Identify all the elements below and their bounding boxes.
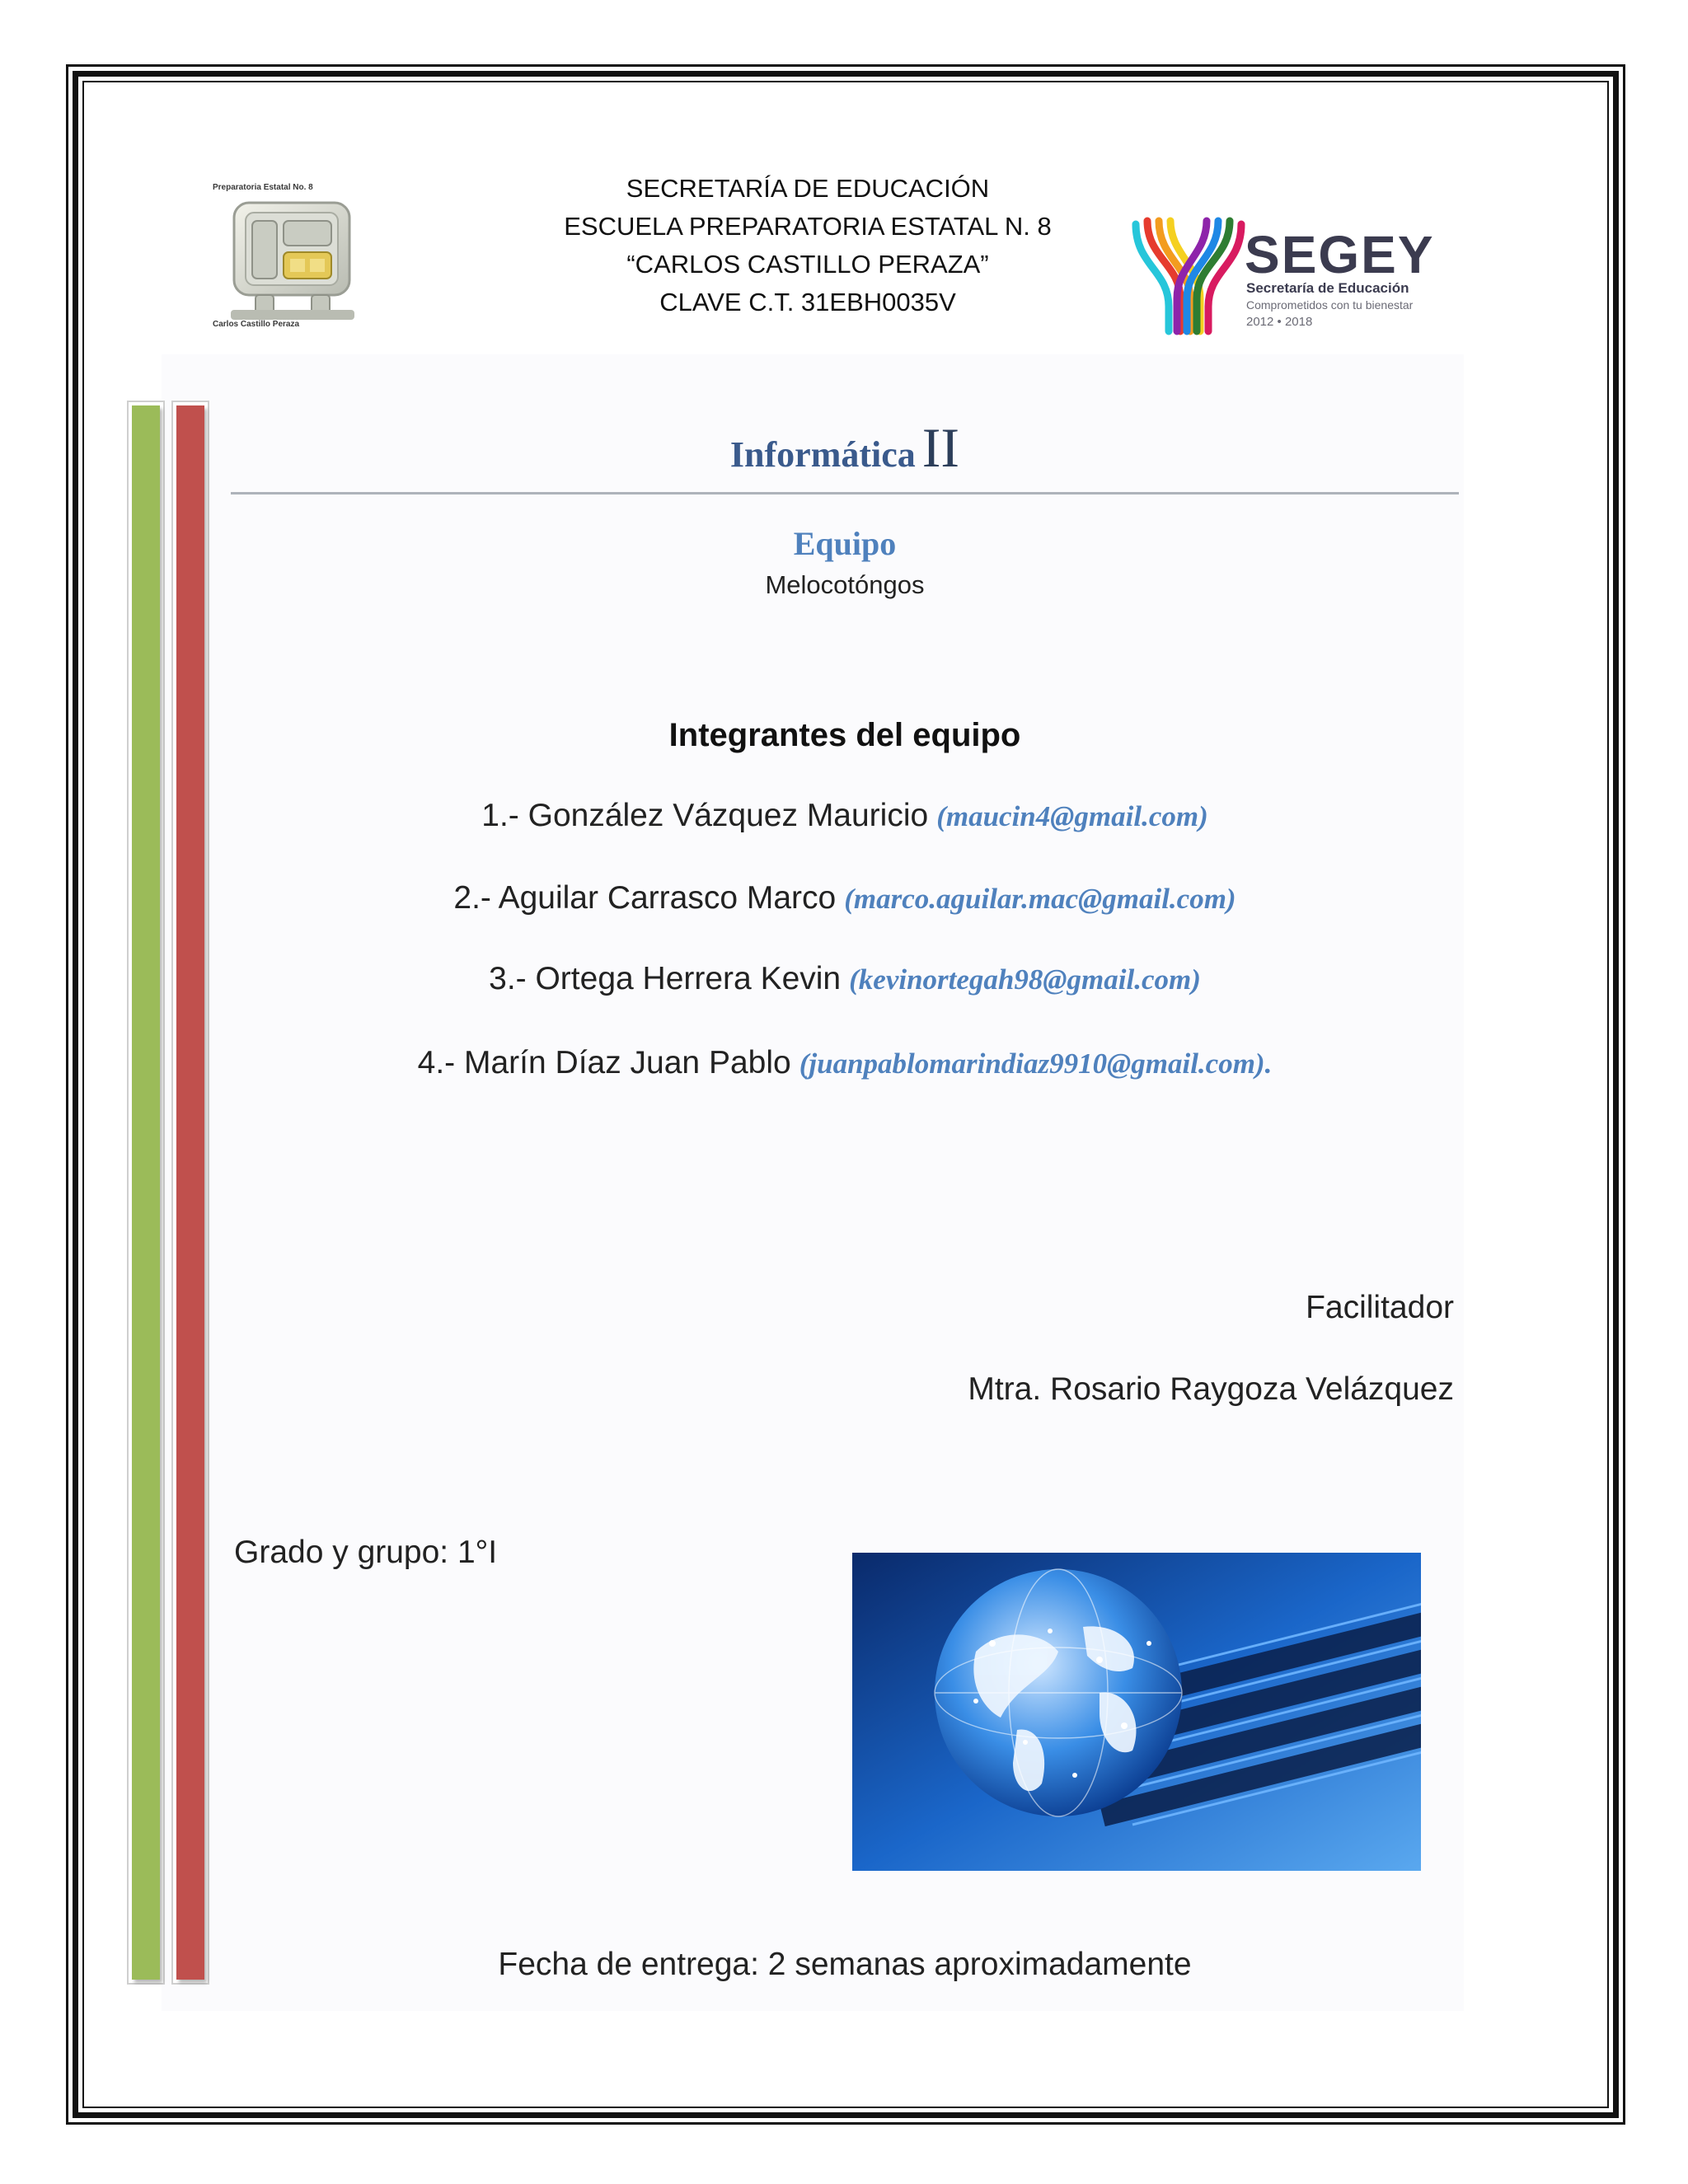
segey-logo-mark [1131, 216, 1263, 336]
decorative-stripe-red [176, 405, 204, 1980]
team-label: Equipo [793, 525, 897, 562]
members-heading: Integrantes del equipo [668, 717, 1021, 753]
facilitator-label: Facilitador [1306, 1290, 1454, 1325]
member-email: (juanpablomarindiaz9910@gmail.com). [799, 1047, 1273, 1080]
segey-title: SEGEY [1245, 225, 1435, 284]
member-name: 2.- Aguilar Carrasco Marco [453, 880, 837, 916]
subject-numeral: II [921, 416, 960, 479]
member-item [231, 798, 1459, 834]
segey-years: 2012 • 2018 [1246, 315, 1313, 329]
member-item [231, 880, 1459, 916]
header-line-2: ESCUELA PREPARATORIA ESTATAL N. 8 [564, 212, 1052, 241]
header-line-3: “CARLOS CASTILLO PERAZA” [626, 250, 989, 279]
page-title [231, 415, 1459, 480]
member-item [231, 1045, 1459, 1081]
member-email: (marco.aguilar.mac@gmail.com) [844, 883, 1236, 915]
team-name: Melocotóngos [765, 570, 925, 599]
member-email: (kevinortegah98@gmail.com) [849, 963, 1201, 996]
segey-subtitle: Secretaría de Educación [1246, 280, 1409, 296]
institution-header [495, 170, 1121, 321]
member-email: (maucin4@gmail.com) [936, 800, 1208, 832]
segey-tagline: Comprometidos con tu bienestar [1246, 298, 1414, 312]
school-logo-top-text: Preparatoria Estatal No. 8 [213, 183, 313, 192]
decorative-stripe-green [132, 405, 160, 1980]
member-name: 3.- Ortega Herrera Kevin [489, 961, 842, 996]
subject-title: Informática [729, 434, 916, 475]
title-divider [231, 492, 1459, 494]
member-item [231, 961, 1459, 997]
delivery-date: Fecha de entrega: 2 semanas aproximadamente [498, 1947, 1192, 1982]
header-line-4: CLAVE C.T. 31EBH0035V [659, 288, 956, 316]
member-name: 4.- Marín Díaz Juan Pablo [417, 1045, 791, 1080]
facilitator-name: Mtra. Rosario Raygoza Velázquez [968, 1371, 1454, 1407]
globe-laptop-image [852, 1553, 1421, 1871]
grade-group: Grado y grupo: 1°I [234, 1535, 498, 1570]
school-logo-bottom-text: Carlos Castillo Peraza [213, 320, 300, 329]
school-logo [206, 180, 379, 336]
member-name: 1.- González Vázquez Mauricio [481, 798, 929, 833]
header-line-1: SECRETARÍA DE EDUCACIÓN [626, 174, 990, 203]
